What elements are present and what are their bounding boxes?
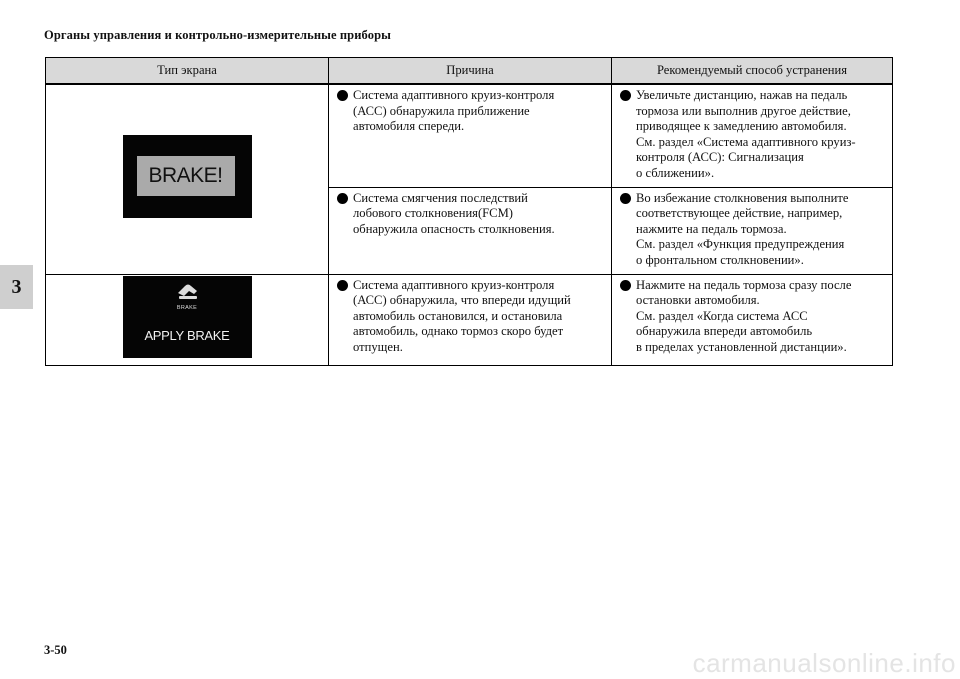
cause-text: Система адаптивного круиз-контроля (АСС) обнаружила приближение автомобиля спереди. xyxy=(353,88,555,134)
bullet-icon xyxy=(620,280,631,291)
cause-cell xyxy=(329,84,612,187)
warning-screens-table xyxy=(45,57,893,366)
remedy-text: Во избежание столкновения выполните соответствующее действие, например, нажмите на педаль тормоза. См. раздел «Функция предупреждения о фронтальном столкновении». xyxy=(636,190,849,267)
column-header-cause: Причина xyxy=(329,58,612,85)
brake-warning-screen xyxy=(123,135,252,218)
bullet-icon xyxy=(337,90,348,101)
screen-cell-brake xyxy=(46,84,329,274)
column-header-screen-type: Тип экрана xyxy=(46,58,329,85)
column-header-remedy: Рекомендуемый способ устранения xyxy=(612,58,893,85)
bullet-icon xyxy=(337,280,348,291)
chapter-tab xyxy=(0,265,33,309)
remedy-cell xyxy=(612,187,893,274)
cause-text: Система адаптивного круиз-контроля (АСС) обнаружила, что впереди идущий автомобиль остановился, и остановила автомобиль, однако тормоз скоро будет отпущен. xyxy=(353,277,571,354)
table-row xyxy=(46,274,893,365)
page-header-title: Органы управления и контрольно-измерительные приборы xyxy=(44,28,391,42)
list-item xyxy=(335,278,605,356)
bullet-icon xyxy=(337,193,348,204)
list-item xyxy=(335,88,605,135)
remedy-text: Нажмите на педаль тормоза сразу после остановки автомобиля. См. раздел «Когда система АСС обнаружила впереди автомобиль в пределах установленной дистанции». xyxy=(636,277,852,354)
chapter-number: 3 xyxy=(11,275,22,298)
brake-warning-label: BRAKE! xyxy=(137,156,235,196)
table-header-row xyxy=(46,58,893,85)
list-item xyxy=(618,88,886,182)
list-item xyxy=(618,191,886,269)
remedy-text: Увеличьте дистанцию, нажав на педаль тормоза или выполнив другое действие, приводящее к замедлению автомобиля. См. раздел «Система адаптивного круиз- контроля (АСС): Сигнализация о сближении». xyxy=(636,88,856,180)
remedy-cell xyxy=(612,84,893,187)
watermark: carmanualsonline.info xyxy=(692,648,956,678)
cause-cell xyxy=(329,187,612,274)
list-item xyxy=(335,191,605,238)
apply-brake-label: APPLY BRAKE xyxy=(144,328,230,344)
table-row xyxy=(46,84,893,187)
screen-cell-apply-brake xyxy=(46,274,329,365)
apply-brake-warning-screen xyxy=(123,276,252,358)
bullet-icon xyxy=(620,90,631,101)
list-item xyxy=(618,278,886,356)
apply-brake-small-label: BRAKE xyxy=(176,305,198,312)
cause-text: Система смягчения последствий лобового столкновения(FCM) обнаружила опасность столкновения. xyxy=(353,190,555,236)
bullet-icon xyxy=(620,193,631,204)
remedy-cell xyxy=(612,274,893,365)
cause-cell xyxy=(329,274,612,365)
page-number: 3-50 xyxy=(44,643,67,657)
